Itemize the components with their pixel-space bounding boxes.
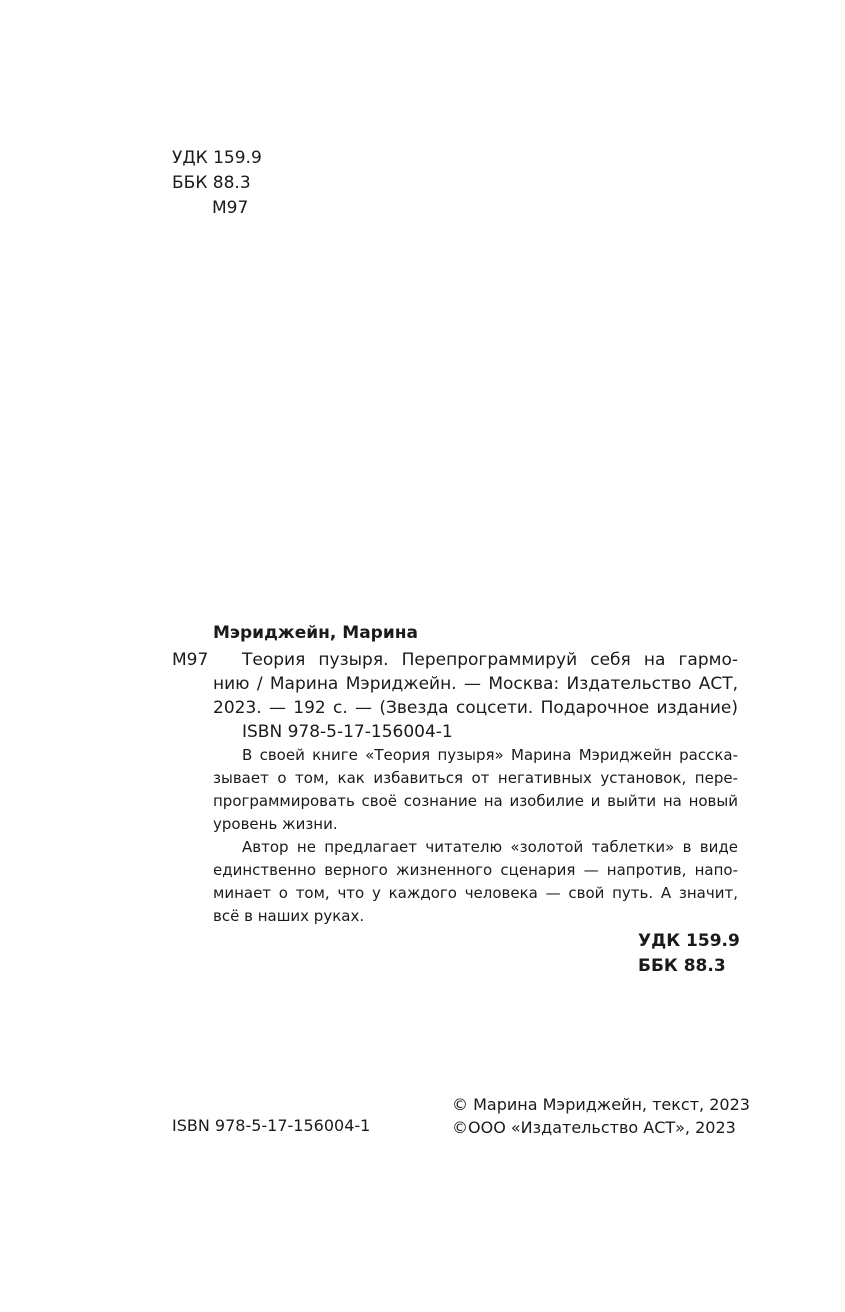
author-mark: М97 xyxy=(212,198,249,218)
annotation-line: минает о том, что у каждого человека — свой путь. А значит, xyxy=(213,884,738,902)
annotation-line: программировать своё сознание на изобилие и выйти на новый xyxy=(213,792,738,810)
bibliographic-description xyxy=(213,648,738,744)
annotation-line: зывает о том, как избавиться от негативных установок, пере- xyxy=(213,769,738,787)
biblio-line: нию / Марина Мэриджейн. — Москва: Издательство АСТ, xyxy=(213,674,738,694)
annotation-line: всё в наших руках. xyxy=(213,907,365,925)
record-author-mark: М97 xyxy=(172,650,209,670)
biblio-line: 2023. — 192 с. — (Звезда соцсети. Подарочное издание) xyxy=(213,698,738,718)
annotation xyxy=(213,744,738,928)
record-udk-code: УДК 159.9 xyxy=(638,931,740,951)
biblio-isbn: ISBN 978-5-17-156004-1 xyxy=(242,722,453,742)
annotation-line: В своей книге «Теория пузыря» Марина Мэриджейн расска- xyxy=(242,746,738,764)
record-bbk-code: ББК 88.3 xyxy=(638,956,726,976)
copyright-line: ©ООО «Издательство АСТ», 2023 xyxy=(452,1118,736,1137)
bbk-code: ББК 88.3 xyxy=(172,173,251,193)
author-heading: Мэриджейн, Марина xyxy=(213,623,418,643)
annotation-line: единственно верного жизненного сценария — напротив, напо- xyxy=(213,861,738,879)
annotation-line: Автор не предлагает читателю «золотой таблетки» в виде xyxy=(242,838,738,856)
copyright-block xyxy=(452,1093,750,1139)
udk-code: УДК 159.9 xyxy=(172,148,262,168)
footer-isbn: ISBN 978-5-17-156004-1 xyxy=(172,1116,371,1135)
annotation-line: уровень жизни. xyxy=(213,815,338,833)
biblio-line: Теория пузыря. Перепрограммируй себя на гармо- xyxy=(242,650,738,670)
copyright-line: © Марина Мэриджейн, текст, 2023 xyxy=(452,1095,750,1114)
top-classification-codes xyxy=(172,146,262,221)
record-classification-codes xyxy=(638,929,740,979)
